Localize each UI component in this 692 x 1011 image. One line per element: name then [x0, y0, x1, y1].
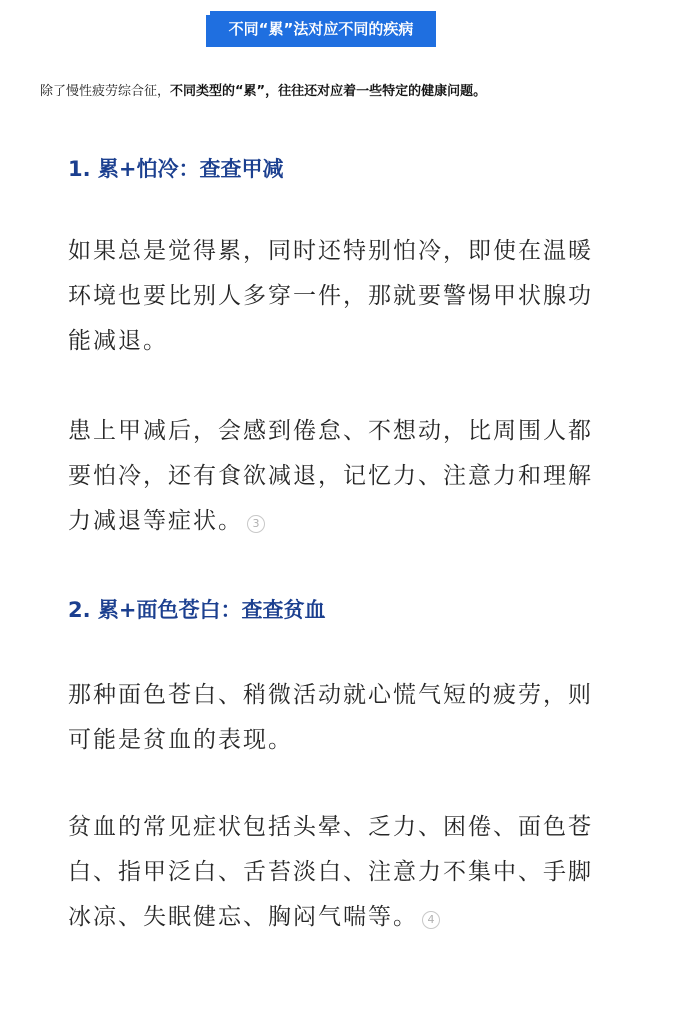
- paragraph-text: 患上甲减后，会感到倦怠、不想动，比周围人都要怕冷，还有食欲减退，记忆力、注意力和理解力减退等症状。: [68, 418, 593, 534]
- paragraph-hypothyroidism-warning: [68, 229, 608, 364]
- banner-corner-mark: [205, 10, 210, 15]
- paragraph-anemia-warning: [68, 673, 608, 763]
- paragraph-hypothyroidism-symptoms: [68, 409, 608, 544]
- section-heading-anemia: 2. 累+面色苍白：查查贫血: [68, 598, 326, 622]
- paragraph-text: 如果总是觉得累，同时还特别怕冷，即使在温暖环境也要比别人多穿一件，那就要警惕甲状腺功能减退。: [68, 238, 593, 354]
- section-heading-hypothyroidism: 1. 累+怕冷：查查甲减: [68, 157, 284, 181]
- paragraph-anemia-symptoms: [68, 805, 608, 940]
- citation-marker[interactable]: 3: [247, 515, 265, 533]
- paragraph-text: 那种面色苍白、稍微活动就心慌气短的疲劳，则可能是贫血的表现。: [68, 682, 593, 753]
- intro-lead-text: 除了慢性疲劳综合征，: [40, 84, 171, 99]
- citation-marker[interactable]: 4: [422, 911, 440, 929]
- paragraph-text: 贫血的常见症状包括头晕、乏力、困倦、面色苍白、指甲泛白、舌苔淡白、注意力不集中、手脚冰凉、失眠健忘、胸闷气喘等。: [68, 814, 593, 930]
- intro-bold-text: 不同类型的“累”，往往还对应着一些特定的健康问题。: [170, 84, 487, 99]
- banner-title: 不同“累”法对应不同的疾病: [228, 20, 414, 38]
- intro-paragraph: [40, 80, 680, 104]
- section-banner: [206, 11, 436, 47]
